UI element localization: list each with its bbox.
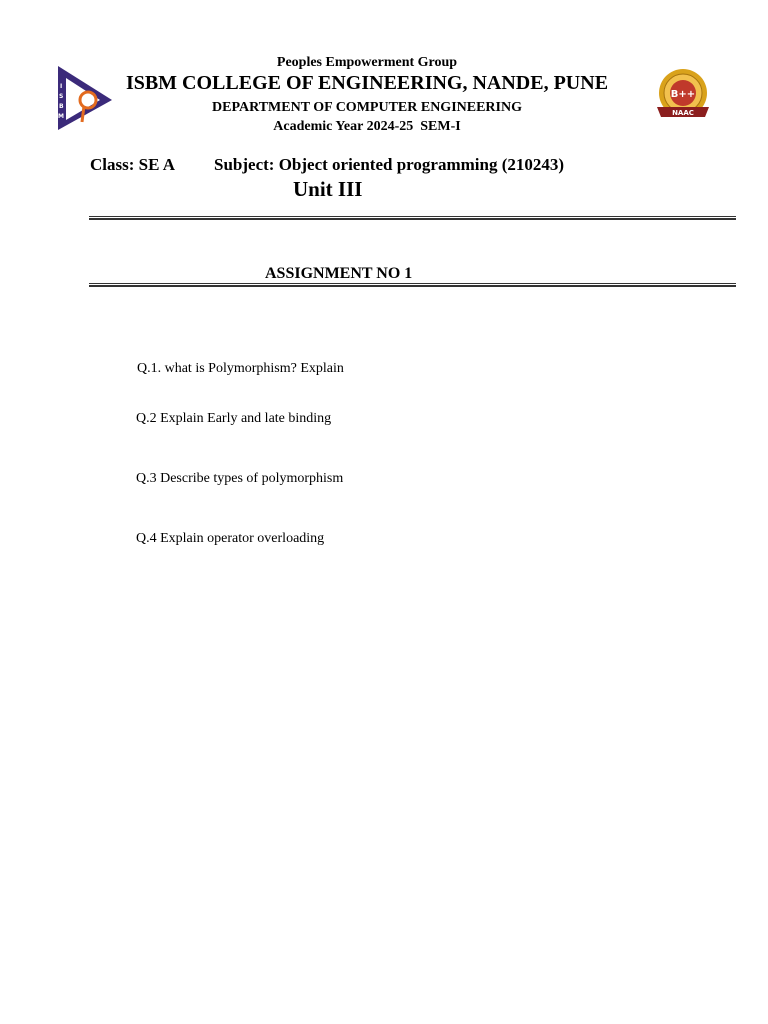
question-2: Q.2 Explain Early and late binding bbox=[136, 411, 332, 426]
logo-letter-b: B bbox=[59, 103, 64, 110]
logo-letter-i: I bbox=[60, 83, 63, 90]
org-name: Peoples Empowerment Group bbox=[276, 55, 458, 70]
class-label: Class: SE A bbox=[90, 155, 176, 174]
department-name: DEPARTMENT OF COMPUTER ENGINEERING bbox=[212, 100, 522, 115]
academic-year: Academic Year 2024-25 SEM-I bbox=[273, 119, 461, 134]
badge-grade: B++ bbox=[670, 89, 696, 100]
badge-org: NAAC bbox=[672, 109, 694, 117]
unit-title: Unit III bbox=[293, 177, 363, 201]
logo-letter-s: S bbox=[59, 93, 64, 100]
header-divider bbox=[89, 216, 736, 220]
logo-letter-m: M bbox=[58, 113, 64, 120]
assignment-title: ASSIGNMENT NO 1 bbox=[265, 265, 413, 282]
college-name: ISBM COLLEGE OF ENGINEERING, NANDE, PUNE bbox=[125, 72, 609, 94]
question-1: Q.1. what is Polymorphism? Explain bbox=[137, 361, 344, 376]
question-4: Q.4 Explain operator overloading bbox=[136, 531, 325, 546]
title-divider bbox=[89, 283, 736, 287]
question-3: Q.3 Describe types of polymorphism bbox=[136, 471, 344, 486]
subject-label: Subject: Object oriented programming (210243) bbox=[214, 155, 565, 174]
